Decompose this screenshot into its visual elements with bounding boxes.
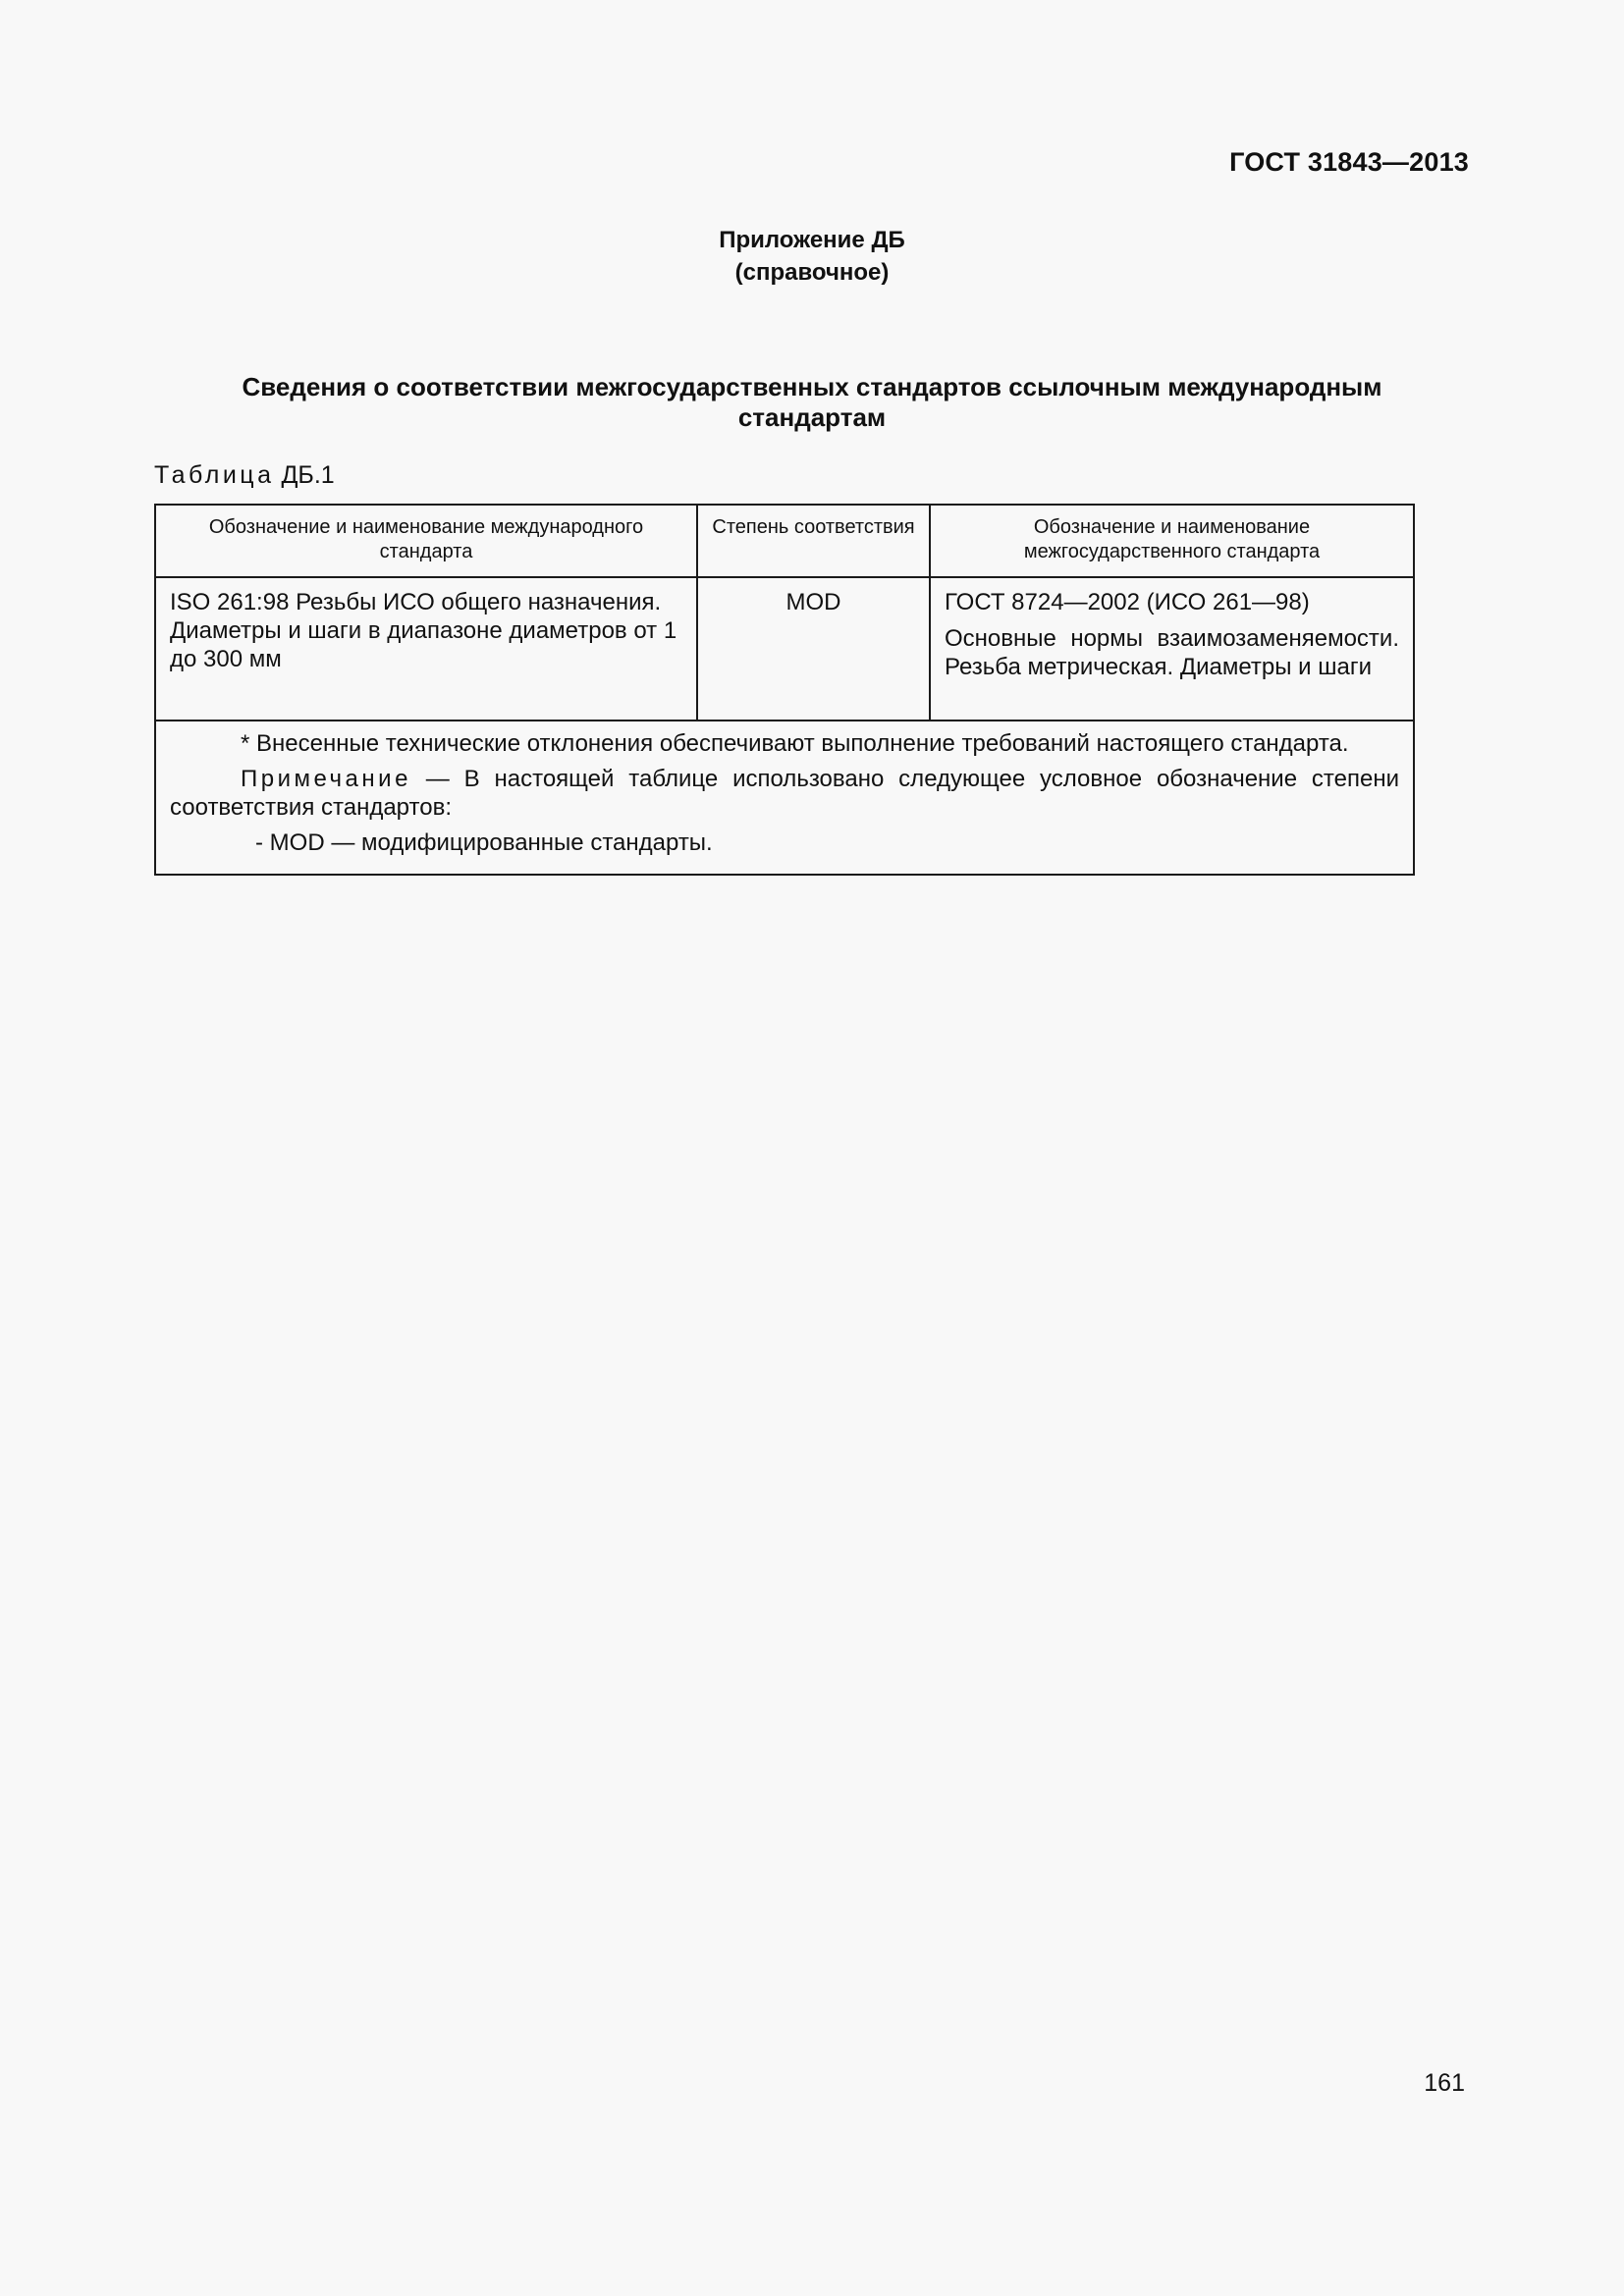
cell-international: ISO 261:98 Резьбы ИСО общего назначения. Диаметры и шаги в диапазоне диаметров от 1 до 300 мм (155, 577, 697, 721)
header-international: Обозначение и наименование международного стандарта (155, 505, 697, 577)
mod-item: - MOD — модифицированные стандарты. (255, 829, 713, 856)
appendix-title: Приложение ДБ (719, 227, 905, 253)
header-interstate: Обозначение и наименование межгосударственного стандарта (930, 505, 1414, 577)
appendix-heading (0, 224, 1624, 289)
interstate-code: ГОСТ 8724—2002 (ИСО 261—98) (945, 589, 1310, 615)
conformity-table (154, 504, 1415, 876)
header-degree: Степень соответствия (697, 505, 930, 577)
table-label-number: ДБ.1 (281, 461, 335, 489)
table-header-row (155, 505, 1414, 577)
note (170, 765, 1399, 822)
table-notes-row (155, 721, 1414, 875)
cell-interstate (930, 577, 1414, 721)
table-row (155, 577, 1414, 721)
table-label (154, 461, 335, 490)
cell-degree: MOD (697, 577, 930, 721)
standard-code: ГОСТ 31843—2013 (1229, 147, 1469, 177)
page-number: 161 (1424, 2069, 1465, 2097)
appendix-subtitle: (справочное) (734, 259, 890, 286)
footnote: * Внесенные технические отклонения обеспечивают выполнение требований настоящего стандарта. (241, 730, 1349, 757)
section-title: Сведения о соответствии межгосударственных стандартов ссылочным международным стандартам (242, 372, 1382, 432)
note-text: — В настоящей таблице использовано следующее условное обозначение степени соответствия стандартов: (170, 766, 1399, 821)
interstate-name: Основные нормы взаимозаменяемости. Резьба метрическая. Диаметры и шаги (945, 625, 1399, 680)
note-label: Примечание (241, 766, 411, 792)
table-label-word: Таблица (154, 461, 275, 489)
table-notes (155, 721, 1414, 875)
